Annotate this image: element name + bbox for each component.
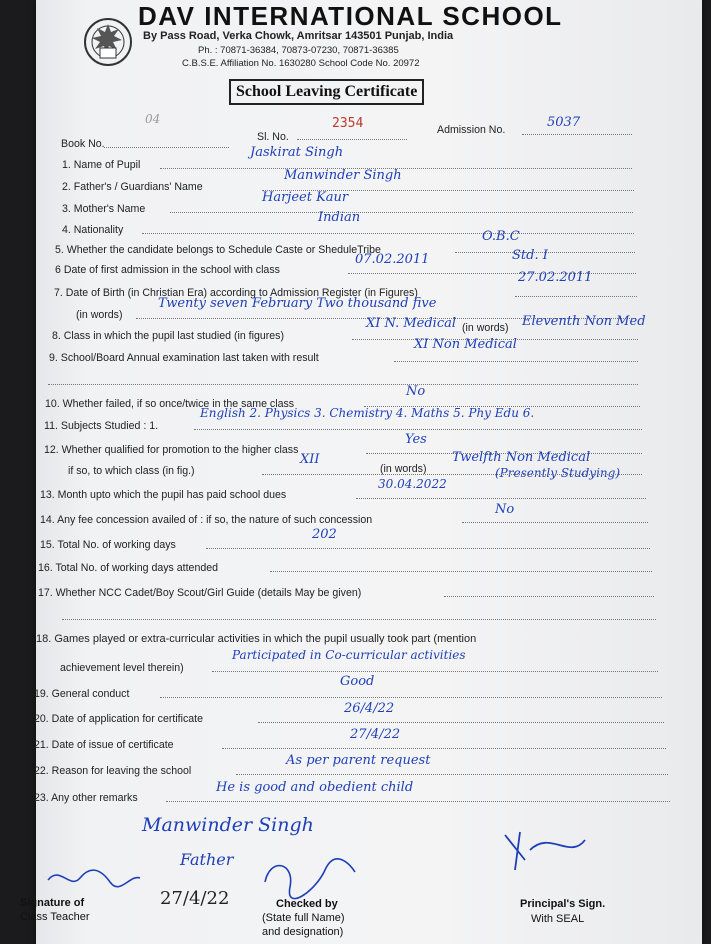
field-value-4: Indian	[318, 210, 361, 225]
field-value-3: Harjeet Kaur	[262, 190, 349, 205]
field-label-18: 18. Games played or extra-curricular activities in which the pupil usually took part (mention	[36, 633, 477, 645]
father-note: Father	[180, 850, 234, 869]
sl-no-label: Sl. No.	[257, 131, 289, 143]
field-value-7: 27.02.2011	[518, 270, 593, 285]
field-label-17: 17. Whether NCC Cadet/Boy Scout/Girl Guide (details May be given)	[38, 587, 362, 599]
field-value-12: Yes	[405, 432, 427, 447]
field-label-18b: achievement level therein)	[60, 662, 184, 674]
field-label-20: 20. Date of application for certificate	[34, 713, 204, 725]
principal-label-1: Principal's Sign.	[520, 898, 606, 910]
field-label-2: 2. Father's / Guardians' Name	[62, 181, 203, 193]
field-label-23: 23. Any other remarks	[34, 792, 138, 804]
field-value-6: 07.02.2011	[355, 252, 430, 267]
field-label-5: 5. Whether the candidate belongs to Schedule Caste or SheduleTribe	[55, 244, 381, 256]
school-crest-icon	[82, 16, 134, 70]
field-value-22: As per parent request	[286, 753, 431, 768]
field-value-6b: Std. I	[512, 248, 548, 263]
field-label-7b: (in words)	[76, 309, 123, 321]
field-label-12b-mid: (in words)	[380, 463, 427, 475]
admission-no-value: 5037	[547, 115, 581, 130]
field-label-14: 14. Any fee concession availed of : if so, the nature of such concession	[40, 514, 373, 526]
field-label-12b: if so, to which class (in fig.)	[68, 465, 195, 477]
signature-date: 27/4/22	[160, 888, 230, 909]
checked-by-label-3: and designation)	[262, 926, 344, 938]
checked-by-label-1: Checked by	[276, 898, 338, 910]
principal-signature-icon	[490, 820, 600, 880]
field-value-13: 30.04.2022	[378, 477, 447, 491]
field-value-2: Manwinder Singh	[284, 168, 402, 183]
field-value-19: Good	[340, 674, 375, 689]
field-label-4: 4. Nationality	[62, 224, 124, 236]
field-value-15: 202	[312, 527, 337, 542]
book-no-value: 04	[145, 112, 161, 126]
sl-no-value: 2354	[332, 116, 364, 131]
field-value-10: No	[406, 384, 426, 399]
field-value-14: No	[495, 502, 515, 517]
field-value-5: O.B.C	[482, 229, 520, 244]
field-label-19: 19. General conduct	[34, 688, 130, 700]
field-label-21: 21. Date of issue of certificate	[34, 739, 174, 751]
class-teacher-label-2: Class Teacher	[20, 911, 90, 923]
field-label-16: 16. Total No. of working days attended	[38, 562, 219, 574]
field-label-13: 13. Month upto which the pupil has paid school dues	[40, 489, 287, 501]
checked-by-label-2: (State full Name)	[262, 912, 345, 924]
field-label-8: 8. Class in which the pupil last studied (in figures)	[52, 330, 284, 342]
field-label-15: 15. Total No. of working days	[40, 539, 176, 551]
field-value-11: English 2. Physics 3. Chemistry 4. Maths 5. Phy Edu 6.	[200, 406, 535, 420]
field-label-7: 7. Date of Birth (in Christian Era) according to Admission Register (in Figures)	[54, 287, 418, 299]
field-label-6: 6 Date of first admission in the school with class	[55, 264, 280, 276]
class-teacher-signature-icon	[40, 860, 150, 900]
field-value-12b: XII	[300, 452, 320, 467]
field-value-18: Participated in Co-curricular activities	[232, 648, 466, 662]
admission-no-label: Admission No.	[437, 124, 506, 136]
field-label-3: 3. Mother's Name	[62, 203, 146, 215]
field-value-23: He is good and obedient child	[216, 780, 414, 795]
field-value-9: XI Non Medical	[414, 337, 517, 352]
school-address: By Pass Road, Verka Chowk, Amritsar 143501 Punjab, India	[143, 30, 454, 42]
field-value-1: Jaskirat Singh	[250, 145, 344, 160]
class-teacher-label-1: Signature of	[20, 897, 85, 909]
field-value-12d: (Presently Studying)	[495, 466, 620, 480]
certificate-title: School Leaving Certificate	[229, 79, 424, 105]
field-label-1: 1. Name of Pupil	[62, 159, 141, 171]
field-label-8-mid: (in words)	[462, 322, 509, 334]
field-label-10: 10. Whether failed, if so once/twice in the same class	[45, 398, 295, 410]
field-label-9: 9. School/Board Annual examination last taken with result	[49, 352, 319, 364]
school-phone: Ph. : 70871-36384, 70873-07230, 70871-36385	[198, 45, 399, 56]
field-value-8b: Eleventh Non Med	[522, 314, 646, 329]
book-no-label: Book No.	[61, 138, 105, 150]
field-label-11: 11. Subjects Studied : 1.	[44, 420, 159, 432]
field-value-7b: Twenty seven February Two thousand five	[158, 296, 437, 311]
principal-label-2: With SEAL	[531, 913, 585, 925]
field-label-12: 12. Whether qualified for promotion to the higher class	[44, 444, 299, 456]
school-affiliation: C.B.S.E. Affiliation No. 1630280 School Code No. 20972	[182, 58, 420, 69]
field-value-20: 26/4/22	[344, 701, 395, 716]
field-value-21: 27/4/22	[350, 727, 401, 742]
field-value-8: XI N. Medical	[366, 316, 457, 331]
field-label-22: 22. Reason for leaving the school	[34, 765, 192, 777]
school-name: DAV INTERNATIONAL SCHOOL	[138, 1, 563, 31]
field-value-12c: Twelfth Non Medical	[452, 450, 591, 465]
checked-by-signature-icon	[255, 852, 365, 902]
parent-signature: Manwinder Singh	[142, 814, 314, 836]
